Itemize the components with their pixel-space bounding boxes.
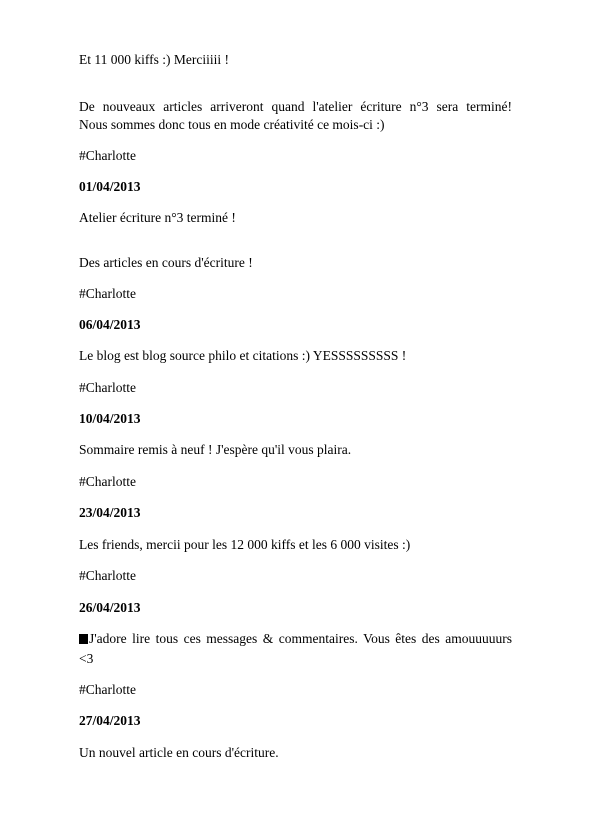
signature: #Charlotte [79,148,136,163]
text-line: De nouveaux articles arriveront quand l'atelier écriture n°3 sera terminé! [79,99,512,114]
text-line: Nous sommes donc tous en mode créativité ce mois-ci :) [79,117,385,132]
entry-date: 23/04/2013 [79,505,141,520]
text-line: Le blog est blog source philo et citations :) YESSSSSSSSS ! [79,348,407,363]
document-page [79,0,512,827]
text-line: Un nouvel article en cours d'écriture. [79,745,279,760]
text-line: Et 11 000 kiffs :) Merciiiii ! [79,52,229,67]
text-line: Les friends, mercii pour les 12 000 kiffs et les 6 000 visites :) [79,537,411,552]
entry-date: 26/04/2013 [79,600,141,615]
signature: #Charlotte [79,682,136,697]
entry-date: 10/04/2013 [79,411,141,426]
text-line [79,630,512,648]
text-span: J'adore lire tous ces messages & commentaires. Vous êtes des amouuuuurs [89,631,512,646]
entry-date: 27/04/2013 [79,713,141,728]
entry-date: 06/04/2013 [79,317,141,332]
signature: #Charlotte [79,568,136,583]
text-line: Des articles en cours d'écriture ! [79,255,253,270]
black-square-icon [79,634,88,644]
text-line: Sommaire remis à neuf ! J'espère qu'il vous plaira. [79,442,352,457]
signature: #Charlotte [79,286,136,301]
signature: #Charlotte [79,474,136,489]
text-line: Atelier écriture n°3 terminé ! [79,210,236,225]
signature: #Charlotte [79,380,136,395]
entry-date: 01/04/2013 [79,179,141,194]
text-line: <3 [79,651,94,666]
